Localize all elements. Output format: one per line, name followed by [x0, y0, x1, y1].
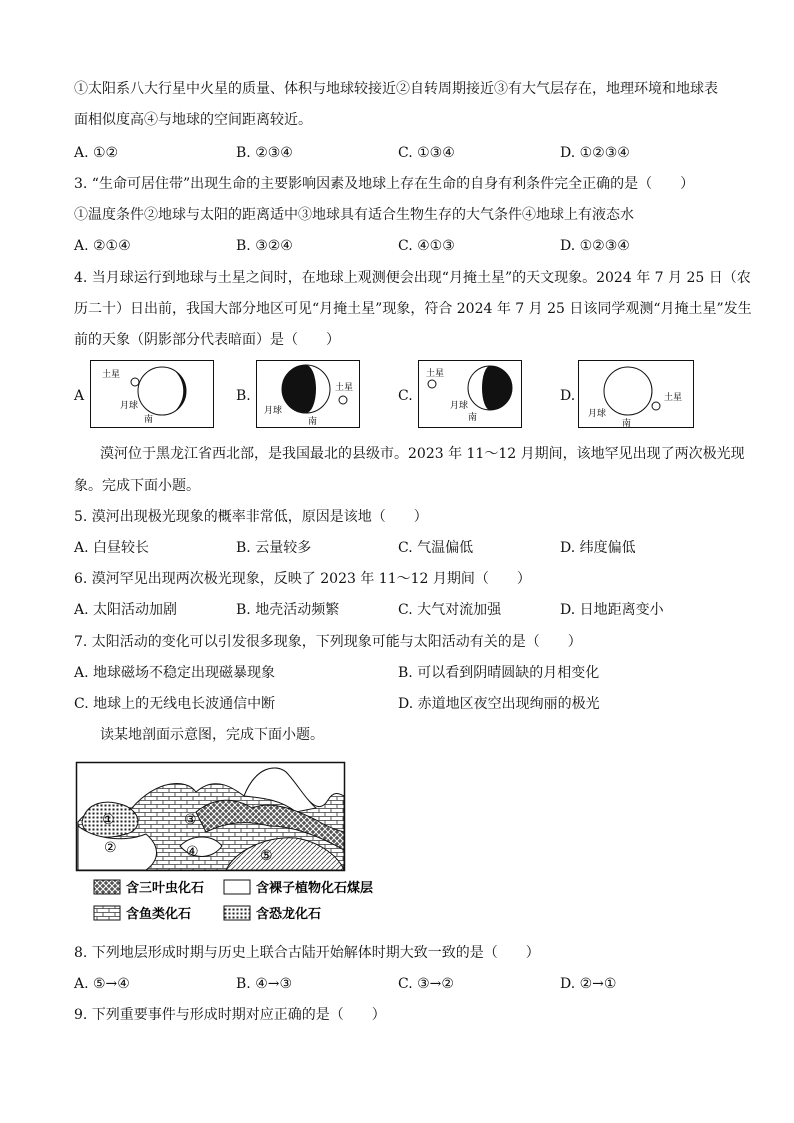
south-label-b: 南 — [308, 417, 318, 427]
q3-option-d[interactable]: D. ①②③④ — [560, 238, 630, 254]
q9-stem: 9. 下列重要事件与形成时期对应正确的是（ ） — [74, 1007, 386, 1023]
q2-option-a[interactable]: A. ①② — [74, 145, 119, 161]
q4-stem-line3: 前的天象（阴影部分代表暗面）是（ ） — [74, 332, 340, 348]
q2-option-c[interactable]: C. ①③④ — [398, 145, 455, 161]
q5-option-b[interactable]: B. 云量较多 — [236, 540, 312, 556]
q7-option-b[interactable]: B. 可以看到阴晴圆缺的月相变化 — [398, 665, 600, 681]
moon-d — [604, 367, 652, 415]
profile-mark-4: ④ — [186, 844, 199, 860]
q4-label-b[interactable]: B. — [236, 388, 251, 404]
intro2: 读某地剖面示意图，完成下面小题。 — [100, 727, 324, 743]
geologic-profile — [76, 760, 374, 926]
q2-stem-line2: 面相似度高④与地球的空间距离较近。 — [74, 112, 312, 128]
q3-stem: 3. “生命可居住带”出现生命的主要影响因素及地球上存在生命的自身有利条件完全正确的是（ ） — [74, 176, 695, 192]
profile-mark-5: ⑤ — [260, 848, 273, 864]
q5-option-d[interactable]: D. 纬度偏低 — [560, 540, 636, 556]
legend-dinosaur: 含恐龙化石 — [256, 907, 322, 922]
q4-label-d[interactable]: D. — [560, 388, 576, 404]
q7-option-d[interactable]: D. 赤道地区夜空出现绚丽的极光 — [398, 696, 600, 712]
legend-swatch-dinosaur — [224, 906, 250, 920]
q3-option-c[interactable]: C. ④①③ — [398, 238, 455, 254]
legend-swatch-coal — [224, 880, 250, 894]
q6-stem: 6. 漠河罕见出现两次极光现象，反映了 2023 年 11～12 月期间（ ） — [74, 571, 531, 587]
profile-mark-3: ③ — [184, 812, 197, 828]
q5-stem: 5. 漠河出现极光现象的概率非常低，原因是该地（ ） — [74, 509, 428, 525]
south-label-a: 南 — [144, 415, 154, 425]
q6-option-d[interactable]: D. 日地距离变小 — [560, 602, 664, 618]
q6-option-a[interactable]: A. 太阳活动加剧 — [74, 602, 178, 618]
q8-option-d[interactable]: D. ②→① — [560, 976, 617, 992]
profile-mark-1: ① — [102, 812, 115, 828]
south-label-c: 南 — [468, 413, 478, 423]
profile-mark-2: ② — [104, 840, 117, 856]
south-label-d: 南 — [622, 419, 632, 429]
legend-coal: 含裸子植物化石煤层 — [256, 881, 374, 896]
q8-option-c[interactable]: C. ③→② — [398, 976, 454, 992]
q4-label-a[interactable]: A — [74, 388, 85, 404]
q2-option-d[interactable]: D. ①②③④ — [560, 145, 630, 161]
q4-stem-line1: 4. 当月球运行到地球与土星之间时，在地球上观测便会出现“月掩土星”的天文现象。2024 年 7 月 25 日（农 — [74, 270, 751, 286]
q7-option-c[interactable]: C. 地球上的无线电长波通信中断 — [74, 696, 276, 712]
moon-label-a: 月球 — [120, 401, 139, 411]
q4-figure-d[interactable] — [578, 360, 694, 428]
q4-figure-b[interactable] — [256, 360, 360, 428]
intro1-line2: 象。完成下面小题。 — [74, 478, 200, 494]
q8-option-a[interactable]: A. ⑤→④ — [74, 976, 130, 992]
q3-sub: ①温度条件②地球与太阳的距离适中③地球具有适合生物生存的大气条件④地球上有液态水 — [74, 207, 634, 223]
q3-option-b[interactable]: B. ③②④ — [236, 238, 293, 254]
moon-label-b: 月球 — [264, 406, 283, 416]
q4-figure-c[interactable] — [418, 360, 522, 428]
legend-swatch-fish — [94, 906, 120, 920]
saturn-d — [652, 402, 660, 410]
q5-option-a[interactable]: A. 白昼较长 — [74, 540, 150, 556]
q7-option-a[interactable]: A. 地球磁场不稳定出现磁暴现象 — [74, 665, 276, 681]
legend-fish: 含鱼类化石 — [126, 907, 192, 922]
intro1-line1: 漠河位于黑龙江省西北部，是我国最北的县级市。2023 年 11～12 月期间，该地罕见出现了两次极光现 — [100, 446, 745, 462]
q3-option-a[interactable]: A. ②①④ — [74, 238, 131, 254]
q4-stem-line2: 历二十）日出前，我国大部分地区可见“月掩土星”现象，符合 2024 年 7 月 25 日该同学观测“月掩土星”发生 — [74, 301, 752, 317]
saturn-label-d: 土星 — [664, 393, 683, 403]
saturn-label-a: 土星 — [102, 370, 121, 380]
q8-option-b[interactable]: B. ④→③ — [236, 976, 293, 992]
legend-trilobite: 含三叶虫化石 — [126, 881, 205, 896]
saturn-label-c: 土星 — [426, 369, 445, 379]
q6-option-b[interactable]: B. 地壳活动频繁 — [236, 602, 340, 618]
q8-stem: 8. 下列地层形成时期与历史上联合古陆开始解体时期大致一致的是（ ） — [74, 945, 540, 961]
q5-option-c[interactable]: C. 气温偏低 — [398, 540, 474, 556]
q6-option-c[interactable]: C. 大气对流加强 — [398, 602, 502, 618]
saturn-b — [339, 396, 347, 404]
saturn-label-b: 土星 — [335, 383, 354, 393]
q2-option-b[interactable]: B. ②③④ — [236, 145, 293, 161]
q7-stem: 7. 太阳活动的变化可以引发很多现象，下列现象可能与太阳活动有关的是（ ） — [74, 634, 582, 650]
legend-swatch-trilobite — [94, 880, 120, 894]
moon-label-d: 月球 — [588, 409, 607, 419]
moon-label-c: 月球 — [450, 401, 469, 411]
q4-figure-a[interactable] — [90, 360, 214, 428]
saturn-a — [131, 378, 139, 386]
q4-label-c[interactable]: C. — [398, 388, 413, 404]
q2-stem-line1: ①太阳系八大行星中火星的质量、体积与地球较接近②自转周期接近③有大气层存在，地理环境和地球表 — [74, 81, 718, 97]
saturn-c — [428, 380, 436, 388]
